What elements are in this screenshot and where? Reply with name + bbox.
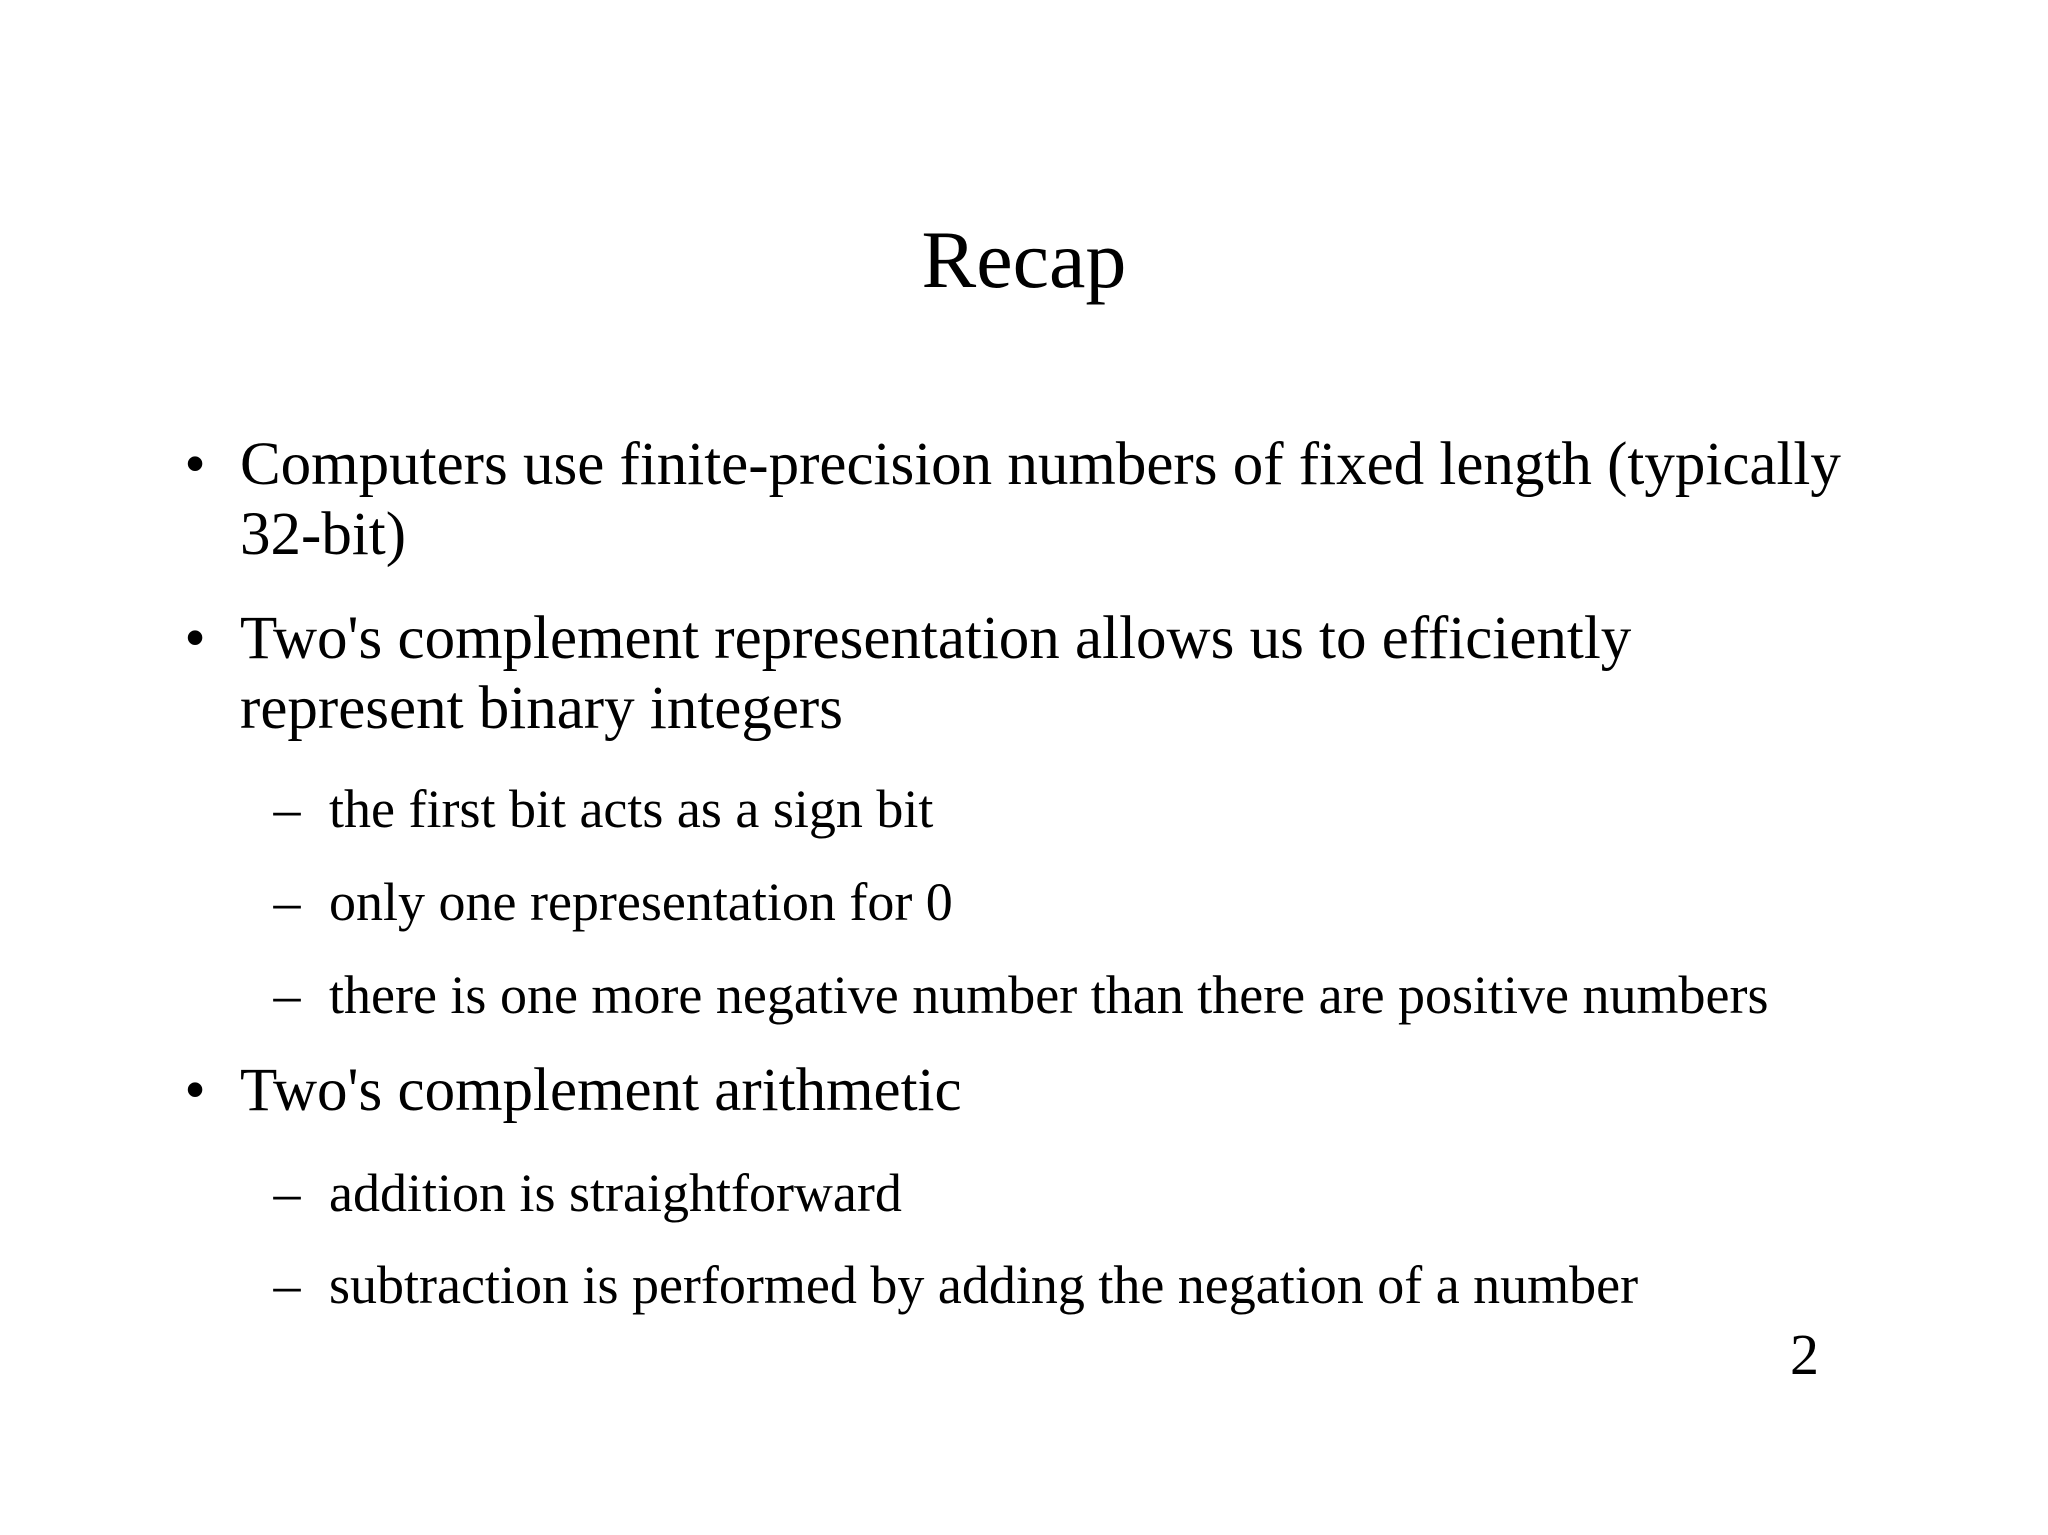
sub-bullet-text: subtraction is performed by adding the negation of a number xyxy=(329,1255,1639,1315)
bullet-text-line: 32-bit) xyxy=(240,501,407,568)
sub-bullet-item xyxy=(273,1254,1639,1316)
sub-bullet-marker: – xyxy=(273,872,301,932)
bullet-item xyxy=(184,604,1632,744)
sub-bullet-item xyxy=(273,964,1769,1026)
bullet-marker: • xyxy=(184,605,206,672)
bullet-text-line: Computers use finite-precision numbers of fixed length (typically xyxy=(240,431,1841,498)
bullet-text-line: Two's complement arithmetic xyxy=(240,1057,962,1124)
bullet-item xyxy=(184,430,1841,570)
bullet-marker: • xyxy=(184,431,206,498)
sub-bullet-marker: – xyxy=(273,1255,301,1315)
page-number: 2 xyxy=(1790,1322,1819,1387)
bullet-text-line: Two's complement representation allows us to efficiently xyxy=(240,605,1632,672)
sub-bullet-item xyxy=(273,871,953,933)
sub-bullet-marker: – xyxy=(273,779,301,839)
sub-bullet-text: there is one more negative number than there are positive numbers xyxy=(329,965,1769,1025)
sub-bullet-text: only one representation for 0 xyxy=(329,872,953,932)
bullet-marker: • xyxy=(184,1057,206,1124)
slide-title: Recap xyxy=(921,214,1127,305)
sub-bullet-item xyxy=(273,778,934,840)
sub-bullet-item xyxy=(273,1162,902,1224)
sub-bullet-text: addition is straightforward xyxy=(329,1163,902,1223)
sub-bullet-text: the first bit acts as a sign bit xyxy=(329,779,934,839)
sub-bullet-marker: – xyxy=(273,965,301,1025)
bullet-text-line: represent binary integers xyxy=(240,675,843,742)
sub-bullet-marker: – xyxy=(273,1163,301,1223)
bullet-item xyxy=(184,1056,962,1126)
